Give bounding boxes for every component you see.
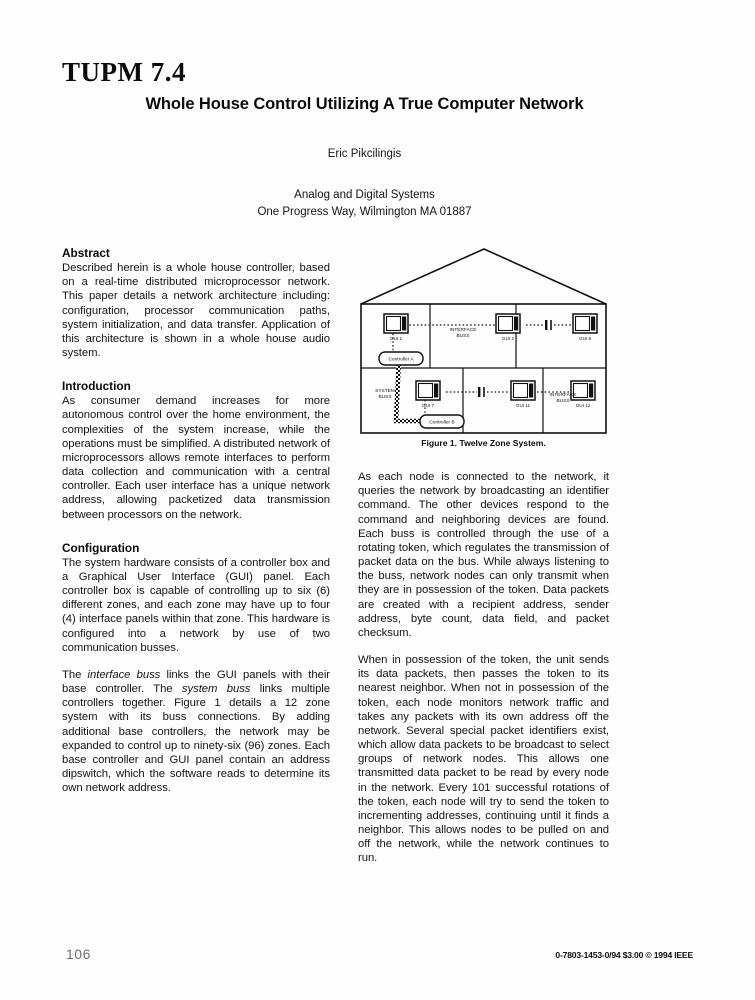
controller-a-node: [379, 352, 423, 365]
session-id: TUPM 7.4: [62, 57, 186, 87]
gui-1-label: GUI 1: [390, 336, 402, 341]
copyright-notice: 0-7803-1453-0/94 $3.00 © 1994 IEEE: [555, 950, 693, 960]
interface-buss-bottom-label-line1: INTERFACE: [549, 393, 577, 398]
right-column: [358, 246, 609, 866]
gui-7-label: GUI 7: [422, 403, 434, 408]
figure-twelve-zone-system: [358, 246, 609, 448]
gui-node-1: [384, 314, 408, 341]
buss-paragraph: [62, 668, 330, 796]
figure-caption: Figure 1. Twelve Zone System.: [421, 438, 546, 448]
controller-b-node: [420, 415, 464, 428]
system-buss-label-line2: BUSS: [378, 395, 392, 400]
page-footer: [62, 946, 693, 966]
page-number: 106: [66, 946, 91, 962]
gui-node-6: [573, 314, 597, 341]
gui-node-11: [511, 381, 535, 408]
interface-buss-term: interface buss: [87, 668, 161, 681]
controller-a-label: Controller A: [388, 357, 414, 363]
configuration-heading: Configuration: [62, 540, 140, 555]
affiliation-line-2: One Progress Way, Wilmington MA 01887: [257, 206, 472, 219]
abstract-heading: Abstract: [62, 246, 110, 260]
system-buss-term: system buss: [181, 683, 251, 696]
interface-buss-top-label-line1: INTERFACE: [449, 328, 477, 333]
buss-text-1: The: [62, 668, 88, 681]
page-title: Whole House Control Utilizing A True Computer Network: [145, 95, 584, 114]
controller-b-label: Controller B: [429, 420, 455, 426]
paper-header: [0, 58, 755, 221]
gui-2-label: GUI 2: [502, 336, 514, 341]
affiliation-line-1: Analog and Digital Systems: [294, 189, 435, 202]
body-columns: [62, 246, 693, 866]
affiliation: [0, 187, 755, 220]
introduction-heading: Introduction: [62, 379, 131, 394]
abstract-paragraph: Described herein is a whole house controller, based on a real-time distributed microprocessor network. This paper details a network architecture including: configuration, processor communication paths, system initialization, and data transfer. Application of this architecture is shown in a whole house audio system.: [62, 262, 330, 360]
buss-text-3: links multiple controllers together. Figure 1 details a 12 zone system with its buss connections. By adding additional base controllers, the network may be expanded to control up to ninety-six (96) zones. Each base controller and GUI panel contain an address dipswitch, which the software reads to determine its own network address.: [62, 683, 330, 795]
right-paragraph-2: When in possession of the token, the unit sends its data packets, then passes the token to its nearest neighbor. When not in possession of the token, each node monitors network traffic and takes any packets with its own address off the network. Several special packet identifiers exist, which allow data packets to be broadcast to select groups of network nodes. This allows one transmitted data packet to be read by every node in the network. Every 101 successful rotations of the token, each node will try to send the token to incrementing addresses, continuing until it finds a neighbor. This allows nodes to be pulled on and off the network, while the network continues to run.: [358, 654, 609, 865]
buss-text-2: links the GUI panels with their base controller. The: [62, 668, 330, 696]
interface-buss-bottom-label-line2: BUSS: [556, 399, 570, 404]
interface-buss-top-line: [398, 320, 573, 330]
configuration-paragraph: The system hardware consists of a controller box and a Graphical User Interface (GUI) panel. Each controller box is capable of controlling up to six (6) different zones, and each zone may have up to four (4) interface panels within that zone. This hardware is configured into a network by use of two communication busses.: [62, 556, 330, 654]
system-buss-label-line1: SYSTEM: [375, 389, 395, 394]
right-paragraph-1: As each node is connected to the network, it queries the network by broadcasting an identifier command. The other devices respond to the command and neighboring devices are found. Each buss is controlled through the use of a rotating token, which regulates the transmission of packet data on the bus. While always listening to the buss, network nodes can only transmit when they are in possession of the token. Data packets are created with a recipient address, sender address, byte count, data field, and packet checksum.: [358, 471, 609, 639]
figure-text-gap: [358, 452, 609, 470]
gui-6-label: GUI 6: [579, 336, 591, 341]
author-name: Eric Pikcilingis: [327, 148, 402, 161]
gui-11-label: GUI 11: [515, 403, 531, 408]
gui-12-label: GUI 12: [575, 403, 591, 408]
left-column: [62, 246, 330, 866]
interface-buss-top-label-line2: BUSS: [456, 334, 470, 339]
introduction-paragraph: As consumer demand increases for more autonomous control over the home environment, the complexities of the system increase, while the operations must be simplified. A distributed network of microprocessors allows remote interfaces to perform data collection and communication with a central controller. Each user interface has a unique network address, allowing packetized data transmission between processors on the network.: [62, 395, 330, 521]
gui-node-7: [416, 381, 440, 408]
twelve-zone-system-diagram: [358, 246, 609, 436]
